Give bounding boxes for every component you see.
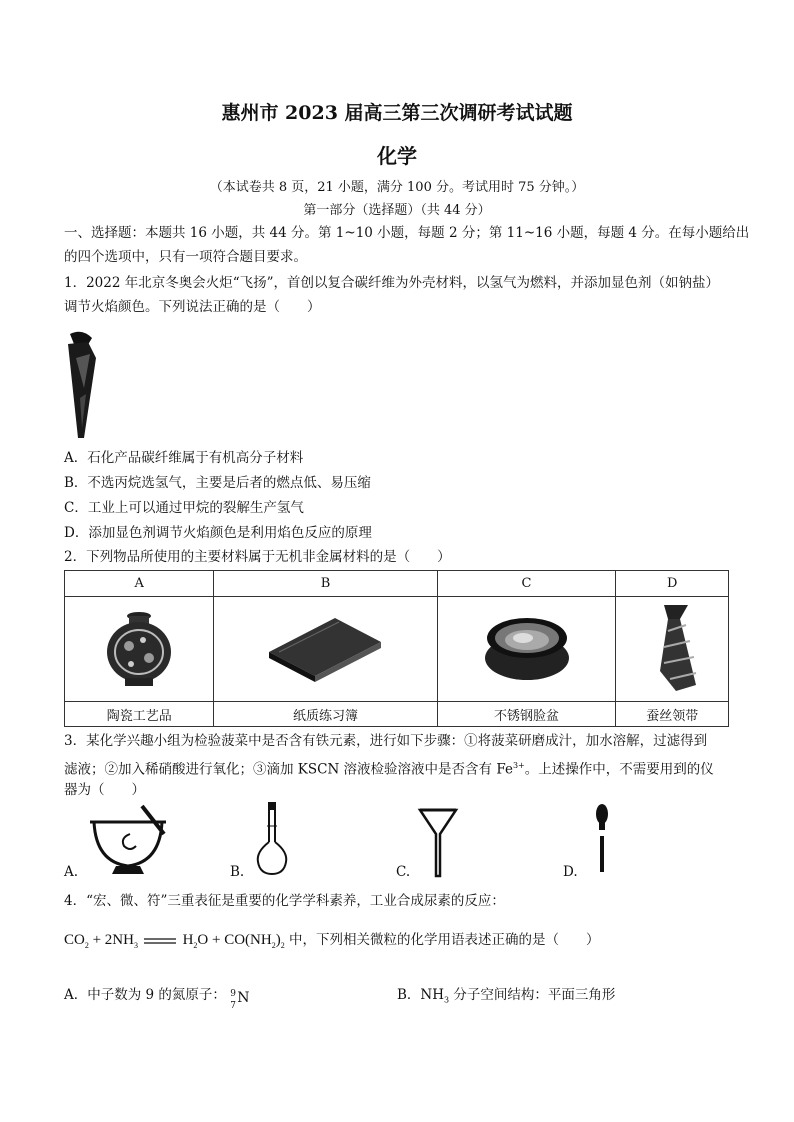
- q1-stem-line-2: 调节火焰颜色。下列说法正确的是（ ）: [64, 299, 321, 315]
- mortar-pestle-image: [86, 800, 172, 876]
- q2-item-d: 蚕丝领带: [616, 702, 729, 727]
- q3-option-b[interactable]: B.: [230, 864, 245, 880]
- q2-header-d: D: [616, 571, 729, 597]
- fe-charge: 3+: [512, 761, 525, 770]
- eq-equals-sign: [142, 930, 178, 952]
- q2-item-a: 陶瓷工艺品: [65, 702, 214, 727]
- q1-option-d[interactable]: D．添加显色剂调节火焰颜色是利用焰色反应的原理: [64, 525, 372, 541]
- volumetric-flask-image: [252, 800, 292, 878]
- q4-option-a[interactable]: A．中子数为 9 的氮原子： 9 7 N: [64, 984, 252, 1006]
- q2-item-b: 纸质练习簿: [214, 702, 437, 727]
- torch-image: [62, 328, 108, 444]
- eq-nh3: + $2NH_3$: [88, 932, 138, 950]
- q1-option-c[interactable]: C．工业上可以通过甲烷的裂解生产氢气: [64, 500, 304, 516]
- subject-title: 化学: [377, 144, 417, 168]
- q3-option-a[interactable]: A.: [64, 864, 79, 880]
- q2-header-b: B: [214, 571, 437, 597]
- part-heading: 第一部分（选择题）（共 44 分）: [303, 203, 491, 218]
- q4-equation-line: [64, 929, 740, 957]
- exam-note: （本试卷共 8 页，21 小题，满分 100 分。考试用时 75 分钟。）: [209, 180, 585, 195]
- element-symbol: N: [237, 989, 250, 1006]
- funnel-image: [416, 804, 460, 878]
- eq-urea: $O + CO(NH_2)_2$: [197, 932, 285, 950]
- q3-stem-line-3: 器为（ ）: [64, 782, 145, 798]
- q2-item-c: 不锈钢脸盆: [437, 702, 616, 727]
- q4-stem-line-1: 4．“宏、微、符”三重表征是重要的化学学科素养，工业合成尿素的反应：: [64, 893, 505, 909]
- eq-h2o: $H_2$: [182, 932, 198, 950]
- exam-title: 惠州市 2023 届高三第三次调研考试试题: [221, 102, 573, 124]
- q1-option-a[interactable]: A．石化产品碳纤维属于有机高分子材料: [64, 450, 304, 466]
- eq-co2: $CO_2$: [64, 932, 89, 950]
- q3-line-2-start: 滤液；②加入稀硝酸进行氧化；③滴加 KSCN 溶液检验溶液中是否含有 Fe: [64, 761, 513, 778]
- atomic-number: 7: [230, 1000, 236, 1011]
- q3-stem-line-2: [64, 755, 740, 781]
- q4-option-b[interactable]: B．$NH_3$ 分子空间结构：平面三角形: [397, 987, 616, 1005]
- instructions-line-1: 一、选择题：本题共 16 小题，共 44 分。第 1~10 小题，每题 2 分；第 11~16 小题，每题 4 分。在每小题给出: [64, 225, 750, 241]
- q1-stem-line-1: 1．2022 年北京冬奥会火炬“飞扬”，首创以复合碳纤维为外壳材料，以氢气为燃料，并添加显色剂（如钠盐）: [64, 275, 720, 291]
- q3-option-d[interactable]: D.: [563, 864, 578, 880]
- q2-header-c: C: [437, 571, 616, 597]
- silk-tie-image: [642, 601, 702, 693]
- nuclide-notation: [230, 986, 252, 1011]
- q2-header-a: A: [65, 571, 214, 597]
- q4-stem-line-2: 中，下列相关微粒的化学用语表述正确的是（ ）: [289, 932, 600, 948]
- notebook-image: [265, 612, 385, 682]
- q3-line-2-end: 。上述操作中，不需要用到的仪: [524, 761, 714, 778]
- steel-basin-image: [479, 608, 575, 686]
- q1-option-b[interactable]: B．不选丙烷选氢气，主要是后者的燃点低、易压缩: [64, 475, 371, 491]
- q2-materials-table: [64, 570, 729, 727]
- mass-number: 9: [230, 988, 236, 999]
- dropper-image: [590, 802, 614, 878]
- instructions-line-2: 的四个选项中，只有一项符合题目要求。: [64, 249, 307, 265]
- porcelain-vase-image: [99, 606, 179, 688]
- q3-option-c[interactable]: C.: [396, 864, 411, 880]
- q3-stem-line-1: 3．某化学兴趣小组为检验菠菜中是否含有铁元素，进行如下步骤：①将菠菜研磨成汁，加水溶解，过滤得到: [64, 733, 708, 749]
- q2-stem: 2．下列物品所使用的主要材料属于无机非金属材料的是（ ）: [64, 549, 451, 565]
